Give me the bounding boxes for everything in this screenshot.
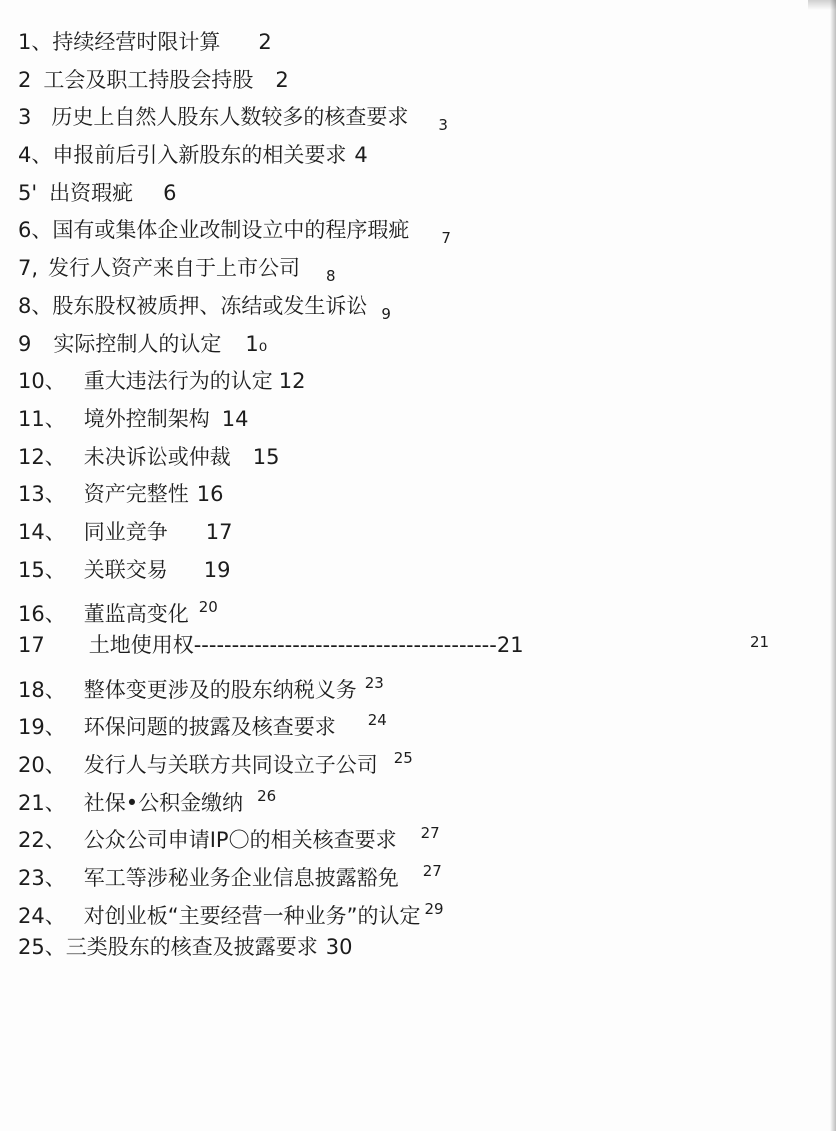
toc-entry-14 [18, 514, 818, 552]
toc-page: 29 [424, 899, 444, 918]
toc-title: 持续经营时限计算 [52, 30, 221, 54]
toc-number: 12、 [18, 444, 66, 469]
toc-entry-23 [18, 853, 818, 891]
toc-page: 19 [203, 557, 231, 582]
toc-title: 社保•公积金缴纳 [83, 790, 244, 815]
toc-title: 土地使用权---------------------------------------- [88, 633, 497, 657]
toc-title: 实际控制人的认定 [53, 331, 222, 356]
toc-number: 11、 [18, 406, 66, 431]
toc-page: 9 [381, 304, 391, 323]
toc-title: 同业竞争 [83, 519, 168, 544]
toc-title: 发行人资产来自于上市公司 [48, 256, 301, 281]
toc-page: 26 [257, 786, 277, 805]
toc-entry-19 [18, 702, 818, 740]
toc-page: 12 [278, 369, 306, 394]
toc-page: 2 [275, 67, 289, 92]
toc-number: 10、 [18, 369, 66, 394]
toc-entry-1 [18, 24, 818, 62]
toc-number: 14、 [18, 519, 66, 544]
toc-page: 16 [196, 482, 224, 507]
toc-page: 4 [354, 143, 368, 168]
toc-page: 17 [205, 519, 233, 544]
toc-entry-17 [18, 627, 818, 665]
toc-page: 21 [496, 633, 524, 657]
toc-entry-18 [18, 665, 818, 703]
toc-page: 15 [252, 444, 280, 469]
toc-title: 出资瑕疵 [49, 180, 134, 205]
toc-title: 资产完整性 [83, 482, 189, 507]
toc-title: 董监高变化 [83, 602, 189, 627]
page-edge-shadow [830, 0, 836, 1131]
toc-entry-10 [18, 363, 818, 401]
toc-entry-20 [18, 740, 818, 778]
toc-number: 20、 [18, 753, 66, 778]
toc-page: 14 [221, 406, 249, 431]
toc-title: 对创业板“主要经营一种业务”的认定 [83, 903, 421, 928]
toc-number: 7, [18, 256, 39, 281]
toc-entry-5 [18, 175, 818, 213]
toc-number: 9 [18, 331, 32, 356]
toc-page: 7 [441, 229, 451, 248]
toc-page: 3 [438, 116, 448, 135]
toc-entry-9 [18, 326, 818, 364]
toc-number: 17 [18, 633, 45, 657]
toc-number: 2 [18, 67, 32, 92]
toc-entry-25 [18, 929, 818, 967]
toc-title: 发行人与关联方共同设立子公司 [83, 753, 378, 778]
toc-entry-6 [18, 212, 818, 250]
toc-title: 公众公司申请IP〇的相关核查要求 [83, 828, 397, 853]
toc-number: 4、 [18, 143, 53, 168]
toc-title: 未决诉讼或仲裁 [83, 444, 231, 469]
toc-entry-4 [18, 137, 818, 175]
toc-page: 6 [163, 180, 177, 205]
toc-number: 15、 [18, 557, 66, 582]
toc-entry-22 [18, 815, 818, 853]
toc-entry-7 [18, 250, 818, 288]
toc-page: 8 [326, 267, 336, 286]
page-corner-shadow [808, 0, 836, 10]
toc-entry-8 [18, 288, 818, 326]
toc-title: 三类股东的核查及披露要求 [65, 934, 318, 959]
toc-number: 18、 [18, 677, 66, 702]
toc-title: 历史上自然人股东人数较多的核查要求 [51, 105, 409, 130]
toc-title: 军工等涉秘业务企业信息披露豁免 [83, 866, 399, 891]
toc-title: 关联交易 [83, 557, 168, 582]
toc-number: 3 [18, 105, 32, 130]
toc-number: 19、 [18, 715, 66, 740]
toc-title: 境外控制架构 [83, 406, 210, 431]
toc-page: 20 [198, 598, 218, 617]
toc-title: 工会及职工持股会持股 [43, 67, 254, 92]
toc-number: 16、 [18, 602, 66, 627]
toc-number: 22、 [18, 828, 66, 853]
toc-entry-15 [18, 552, 818, 590]
toc-page: 25 [393, 749, 413, 768]
toc-title: 国有或集体企业改制设立中的程序瑕疵 [52, 218, 410, 243]
toc-page: 27 [420, 824, 440, 843]
toc-number: 1、 [18, 30, 53, 54]
toc-title: 申报前后引入新股东的相关要求 [52, 143, 347, 168]
toc-number: 13、 [18, 482, 66, 507]
toc-page: 30 [325, 934, 353, 959]
toc-page: 1₀ [245, 331, 268, 356]
toc-page: 27 [422, 862, 442, 881]
toc-title: 整体变更涉及的股东纳税义务 [83, 677, 357, 702]
toc-title: 环保问题的披露及核查要求 [83, 715, 336, 740]
toc-entry-21 [18, 778, 818, 816]
toc-title: 股东股权被质押、冻结或发生诉讼 [52, 293, 368, 318]
toc-page: 23 [364, 673, 384, 692]
toc-number: 6、 [18, 218, 53, 243]
toc-number: 23、 [18, 866, 66, 891]
toc-entry-11 [18, 401, 818, 439]
toc-page-annotation: 21 [750, 633, 770, 651]
toc-number: 21、 [18, 790, 66, 815]
toc-page: 2 [258, 30, 272, 54]
toc-number: 24、 [18, 903, 66, 928]
toc-entry-2 [18, 62, 818, 100]
toc-entry-16 [18, 589, 818, 627]
toc-number: 8、 [18, 293, 53, 318]
toc-entry-24 [18, 891, 818, 929]
table-of-contents [18, 24, 818, 966]
toc-entry-12 [18, 439, 818, 477]
toc-entry-3 [18, 99, 818, 137]
toc-page: 24 [367, 711, 387, 730]
toc-entry-13 [18, 476, 818, 514]
toc-title: 重大违法行为的认定 [83, 369, 273, 394]
toc-number: 25、 [18, 934, 66, 959]
toc-number: 5' [18, 180, 38, 205]
